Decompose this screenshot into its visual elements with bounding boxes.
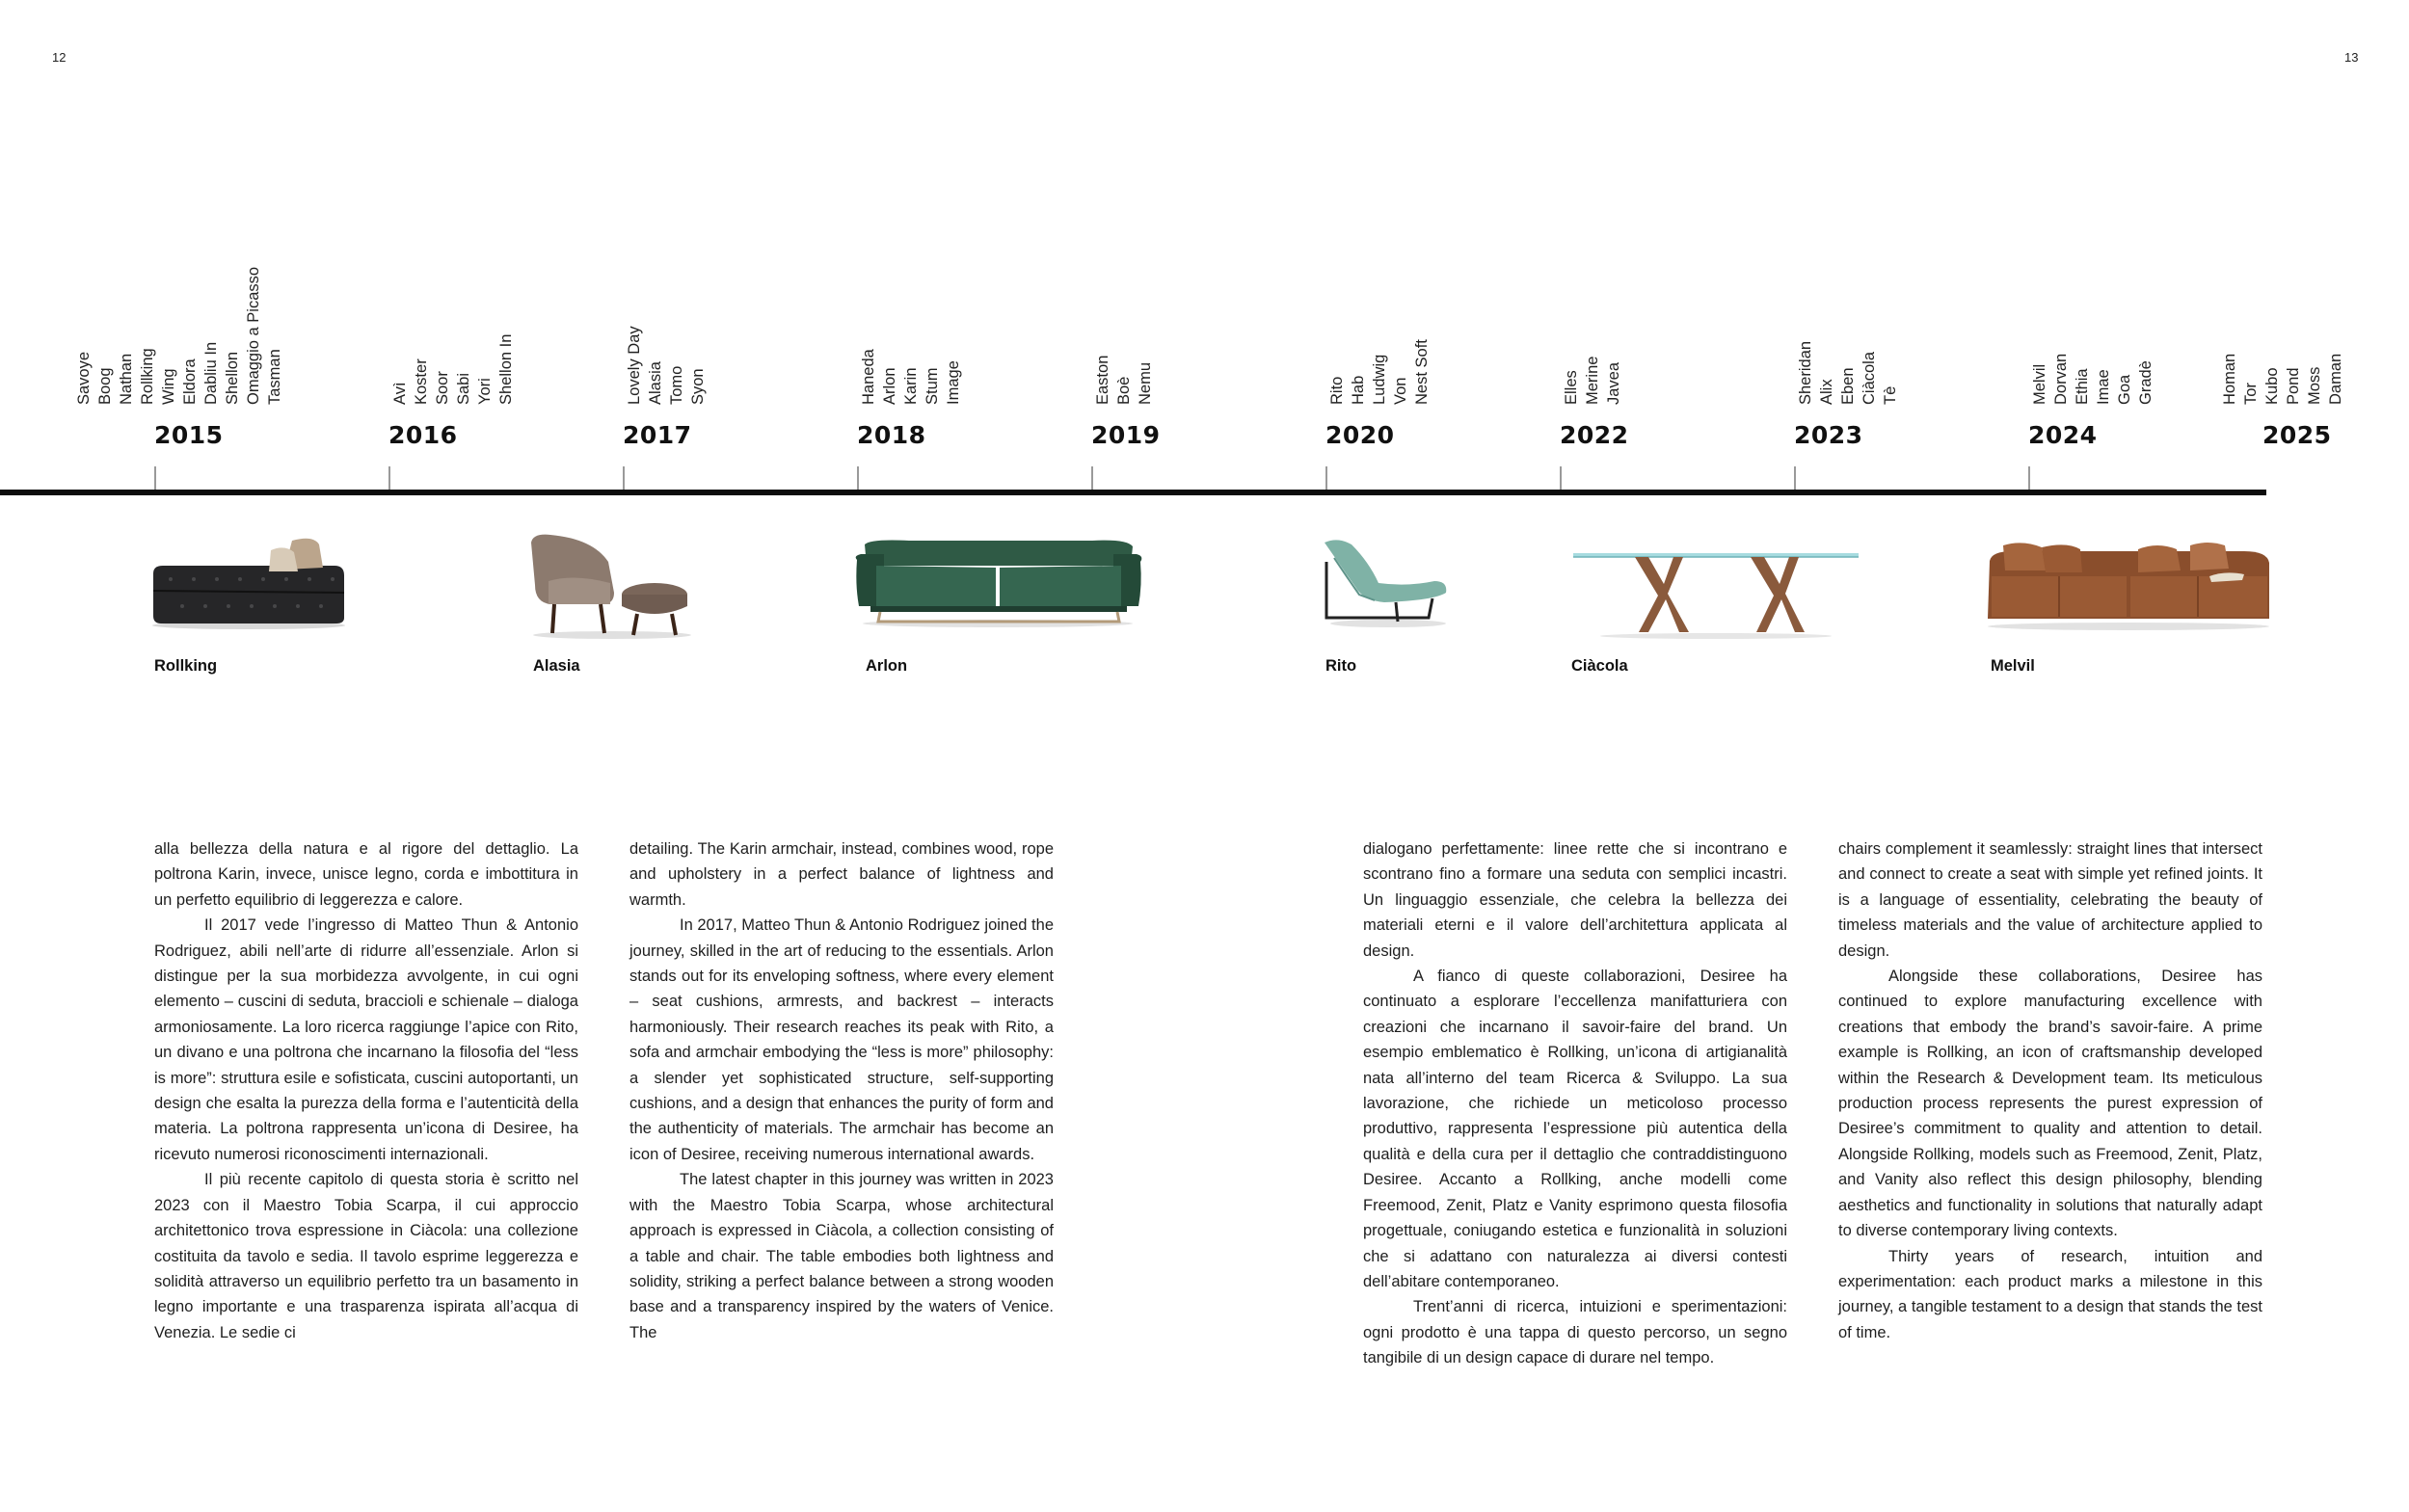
product-label: Tasman xyxy=(266,349,283,405)
product-label: Shellon xyxy=(224,351,241,405)
text-column-english-2 xyxy=(1838,836,2262,1345)
product-image-arlon xyxy=(851,537,1145,634)
timeline-product-name xyxy=(200,251,221,405)
product-image-alasia xyxy=(525,533,699,646)
product-label: Imae xyxy=(2095,369,2112,405)
product-label: Nathan xyxy=(118,353,135,405)
timeline-product-name xyxy=(1794,251,1815,405)
product-label: Gradè xyxy=(2137,360,2155,405)
product-label: Homan xyxy=(2221,353,2238,405)
product-label: Savoye xyxy=(75,351,93,405)
product-label: Sabi xyxy=(455,372,472,405)
timeline-product-name xyxy=(1836,251,1858,405)
product-label: Pond xyxy=(2285,367,2302,405)
timeline-product-name xyxy=(857,251,878,405)
timeline-product-name xyxy=(221,251,242,405)
timeline-product-name xyxy=(2028,251,2049,405)
product-name: Rito xyxy=(1325,657,1357,675)
timeline-product-name xyxy=(1410,251,1432,405)
product-label: Merine xyxy=(1584,356,1601,405)
timeline-product-name xyxy=(242,251,263,405)
timeline-tick xyxy=(1560,466,1562,490)
timeline-product-name xyxy=(942,251,963,405)
paragraph: Il più recente capitolo di questa storia è scritto nel 2023 con il Maestro Tobia Scarpa, il cui approccio architettonico trova espressione in Ciàcola: una collezione costituita da tavolo e sedia. Il tavolo esprime leggerezza e solidità attraverso un equilibrio perfetto tra un basamento in legno importante e una trasparenza ispirata all’acqua di Venezia. Le sedie ci xyxy=(154,1171,578,1341)
paragraph: A fianco di queste collaborazioni, Desiree ha continuato a esplorare l’eccellenza manifatturiera con creazioni che incarnano il savoir-faire del brand. Un esempio emblematico è Rollking, un’icona di artigianalità nata all’interno del team Ricerca & Sviluppo. La sua lavorazione, che richiede un meticoloso processo produttivo, rappresenta l’espressione più autentica della qualità e della cura per il dettaglio che contraddistinguono Desiree. Accanto a Rollking, anche modelli come Freemood, Zenit, Platz e Vanity esprimono questa filosofia progettuale, coniugando estetica e funzionalità in soluzioni che si adattano con naturalezza ai diversi contesti dell’abitare contemporaneo. xyxy=(1363,968,1787,1290)
timeline-product-name xyxy=(2303,251,2324,405)
product-label: Lovely Day xyxy=(626,326,643,405)
timeline-product-name xyxy=(115,251,136,405)
timeline-product-name xyxy=(178,251,200,405)
paragraph: dialogano perfettamente: linee rette che si incontrano e scontrano fino a formare una seduta con semplici incastri. Un linguaggio essenziale, che celebra la bellezza dei materiali eterni e il valore dell’architettura applicata al design. xyxy=(1363,840,1787,960)
product-label: Syon xyxy=(689,368,707,405)
product-label: Tor xyxy=(2242,383,2260,405)
page-number-left: 12 xyxy=(52,50,67,65)
product-label: Alix xyxy=(1818,379,1835,405)
timeline-product-name xyxy=(473,251,495,405)
page-number-right: 13 xyxy=(2344,50,2359,65)
product-label: Dorvan xyxy=(2052,353,2070,405)
timeline-product-name xyxy=(2049,251,2071,405)
timeline-product-name xyxy=(1815,251,1836,405)
product-label: Rito xyxy=(1328,376,1346,405)
product-label: Moss xyxy=(2306,366,2323,405)
timeline-product-name xyxy=(1347,251,1368,405)
timeline-product-name xyxy=(665,251,686,405)
glass-table-icon xyxy=(1571,547,1860,640)
product-label: Elles xyxy=(1563,370,1580,405)
product-image-rito xyxy=(1321,537,1451,634)
timeline-product-name xyxy=(1560,251,1581,405)
product-label: Ludwig xyxy=(1371,354,1388,405)
product-image-melvil xyxy=(1984,538,2273,637)
timeline-tick xyxy=(623,466,625,490)
product-label: Nest Soft xyxy=(1413,339,1431,405)
timeline-product-name xyxy=(2113,251,2134,405)
lounge-chair-icon xyxy=(1321,537,1451,629)
timeline-tick xyxy=(2028,466,2030,490)
paragraph: In 2017, Matteo Thun & Antonio Rodriguez joined the journey, skilled in the art of reducing to the essentials. Arlon stands out for its enveloping softness, where every element – seat cushions, armrests, and backrest – interacts harmoniously. Their research reaches its peak with Rito, a sofa and armchair embodying the “less is more” philosophy: a slender yet sophisticated structure, self-supporting cushions, and a design that enhances the purity of form and the authenticity of materials. The armchair has become an icon of Desiree, receiving numerous international awards. xyxy=(629,916,1054,1163)
timeline-product-name xyxy=(410,251,431,405)
timeline-product-name xyxy=(899,251,921,405)
timeline-product-name xyxy=(644,251,665,405)
product-label: Tè xyxy=(1882,385,1899,405)
timeline-tick xyxy=(1325,466,1327,490)
timeline-product-name xyxy=(94,251,115,405)
leather-sofa-icon xyxy=(851,537,1145,629)
timeline-product-name xyxy=(1581,251,1602,405)
timeline-product-name xyxy=(136,251,157,405)
timeline-product-name xyxy=(388,251,410,405)
product-label: Haneda xyxy=(860,349,877,405)
product-label: Avì xyxy=(391,382,409,405)
timeline-product-name xyxy=(2092,251,2113,405)
product-label: Ethia xyxy=(2074,368,2091,405)
timeline-product-name xyxy=(623,251,644,405)
timeline-tick xyxy=(857,466,859,490)
timeline-axis xyxy=(0,490,2266,495)
product-label: Rollking xyxy=(139,348,156,405)
timeline-year: 2022 xyxy=(1560,421,1629,449)
product-label: Kubo xyxy=(2263,367,2281,405)
timeline-product-name xyxy=(2134,251,2155,405)
timeline-year: 2017 xyxy=(623,421,692,449)
paragraph: The latest chapter in this journey was written in 2023 with the Maestro Tobia Scarpa, whose architectural approach is expressed in Ciàcola, a collection consisting of a table and chair. The table embodies both lightness and solidity, striking a perfect balance between a strong wooden base and a transparency inspired by the waters of Venice. The xyxy=(629,1171,1054,1341)
product-label: Daman xyxy=(2327,353,2344,405)
product-label: Tomo xyxy=(668,365,685,405)
timeline-product-name xyxy=(1112,251,1134,405)
timeline-product-name xyxy=(2218,251,2239,405)
timeline-year: 2016 xyxy=(388,421,458,449)
product-label: Karin xyxy=(902,367,920,405)
product-name: Rollking xyxy=(154,657,218,675)
timeline-year: 2024 xyxy=(2028,421,2098,449)
product-label: Eldora xyxy=(181,358,199,405)
timeline-product-name xyxy=(263,251,284,405)
timeline-product-name xyxy=(1389,251,1410,405)
product-label: Yori xyxy=(476,378,494,405)
product-label: Nemu xyxy=(1137,361,1154,405)
product-image-rollking xyxy=(149,535,347,636)
product-name: Arlon xyxy=(866,657,908,675)
timeline-product-name xyxy=(1602,251,1623,405)
paragraph: Thirty years of research, intuition and experimentation: each product marks a milestone in this journey, a tangible testament to a design that stands the test of time. xyxy=(1838,1247,2262,1341)
timeline-year: 2015 xyxy=(154,421,224,449)
timeline-product-name xyxy=(2239,251,2261,405)
timeline-tick xyxy=(154,466,156,490)
product-name: Melvil xyxy=(1991,657,2035,675)
product-label: Goa xyxy=(2116,374,2133,405)
product-label: Hab xyxy=(1350,375,1367,405)
timeline-product-name xyxy=(495,251,516,405)
product-image-ciacola xyxy=(1571,547,1860,645)
timeline-product-name xyxy=(1368,251,1389,405)
timeline-product-name xyxy=(878,251,899,405)
product-label: Von xyxy=(1392,377,1409,405)
product-name: Ciàcola xyxy=(1571,657,1628,675)
timeline-product-name xyxy=(157,251,178,405)
sectional-sofa-icon xyxy=(1984,538,2273,632)
timeline-product-name xyxy=(452,251,473,405)
paragraph: chairs complement it seamlessly: straight lines that intersect and connect to create a seat with simple yet refined joints. It is a language of essentiality, celebrating the beauty of timeless materials and the value of architecture applied to design. xyxy=(1838,840,2262,960)
product-label: Alasia xyxy=(647,361,664,405)
product-label: Wing xyxy=(160,368,177,405)
product-label: Ciàcola xyxy=(1860,351,1878,405)
product-label: Koster xyxy=(413,358,430,405)
timeline-year: 2023 xyxy=(1794,421,1863,449)
product-name: Alasia xyxy=(533,657,580,675)
timeline-year: 2025 xyxy=(2262,421,2332,449)
product-label: Arlon xyxy=(881,367,898,405)
timeline-product-name xyxy=(1858,251,1879,405)
timeline-year: 2018 xyxy=(857,421,926,449)
timeline-tick xyxy=(1794,466,1796,490)
product-label: Image xyxy=(945,360,962,405)
paragraph: detailing. The Karin armchair, instead, combines wood, rope and upholstery in a perfect balance of lightness and warmth. xyxy=(629,840,1054,909)
timeline-product-name xyxy=(921,251,942,405)
product-label: Stum xyxy=(923,367,941,405)
timeline-year: 2020 xyxy=(1325,421,1395,449)
text-column-english-1 xyxy=(629,836,1054,1345)
product-label: Boog xyxy=(96,367,114,405)
product-label: Eben xyxy=(1839,367,1857,405)
text-column-italian-1 xyxy=(154,836,578,1345)
timeline-product-name xyxy=(2282,251,2303,405)
paragraph: Trent’anni di ricerca, intuizioni e sperimentazioni: ogni prodotto è una tappa di questo percorso, un segno tangibile di un design capace di durare nel tempo. xyxy=(1363,1298,1787,1367)
product-label: Omaggio a Picasso xyxy=(245,266,262,405)
product-label: Sheridan xyxy=(1797,340,1814,405)
product-label: Javea xyxy=(1605,361,1622,405)
text-column-italian-2 xyxy=(1363,836,1787,1371)
product-label: Easton xyxy=(1094,355,1111,405)
paragraph: Alongside these collaborations, Desiree has continued to explore manufacturing excellence with creations that embody the brand’s savoir-faire. A prime example is Rollking, an icon of craftsmanship developed within the Research & Development team. Its meticulous production process represents the purest expression of Desiree’s commitment to quality and attention to detail. Alongside Rollking, models such as Freemood, Zenit, Platz, and Vanity also reflect this design philosophy, blending aesthetics and functionality in solutions that naturally adapt to diverse contemporary living contexts. xyxy=(1838,968,2262,1240)
product-label: Melvil xyxy=(2031,363,2048,405)
timeline-product-name xyxy=(2324,251,2345,405)
timeline-product-name xyxy=(2071,251,2092,405)
product-label: Boè xyxy=(1115,376,1133,405)
tufted-sofa-icon xyxy=(149,535,347,631)
timeline-year: 2019 xyxy=(1091,421,1161,449)
paragraph: alla bellezza della natura e al rigore del dettaglio. La poltrona Karin, invece, unisce legno, corda e imbottitura in un perfetto equilibrio di leggerezza e calore. xyxy=(154,840,578,909)
timeline-product-name xyxy=(72,251,94,405)
timeline-product-name xyxy=(1134,251,1155,405)
timeline-product-name xyxy=(431,251,452,405)
timeline-product-name xyxy=(686,251,708,405)
timeline-product-name xyxy=(1879,251,1900,405)
paragraph: Il 2017 vede l’ingresso di Matteo Thun & Antonio Rodriguez, abili nell’arte di ridurre all’essenziale. Arlon si distingue per la sua morbidezza avvolgente, in cui ogni elemento – cuscini di seduta, braccioli e schienale – dialoga armoniosamente. La loro ricerca raggiunge l’apice con Rito, un divano e una poltrona che incarnano la filosofia del “less is more”: struttura esile e sofisticata, cuscini autoportanti, un design che esalta la purezza della forma e l’autenticità della materia. La poltrona rappresenta un’icona di Desiree, ha ricevuto numerosi riconoscimenti internazionali. xyxy=(154,916,578,1163)
timeline-tick xyxy=(388,466,390,490)
timeline-product-name xyxy=(1091,251,1112,405)
timeline-product-name xyxy=(2261,251,2282,405)
timeline-tick xyxy=(1091,466,1093,490)
product-label: Dabliu In xyxy=(202,341,220,405)
armchair-ottoman-icon xyxy=(525,533,699,641)
product-label: Shellon In xyxy=(497,333,515,405)
timeline-product-name xyxy=(1325,251,1347,405)
product-label: Soor xyxy=(434,371,451,405)
